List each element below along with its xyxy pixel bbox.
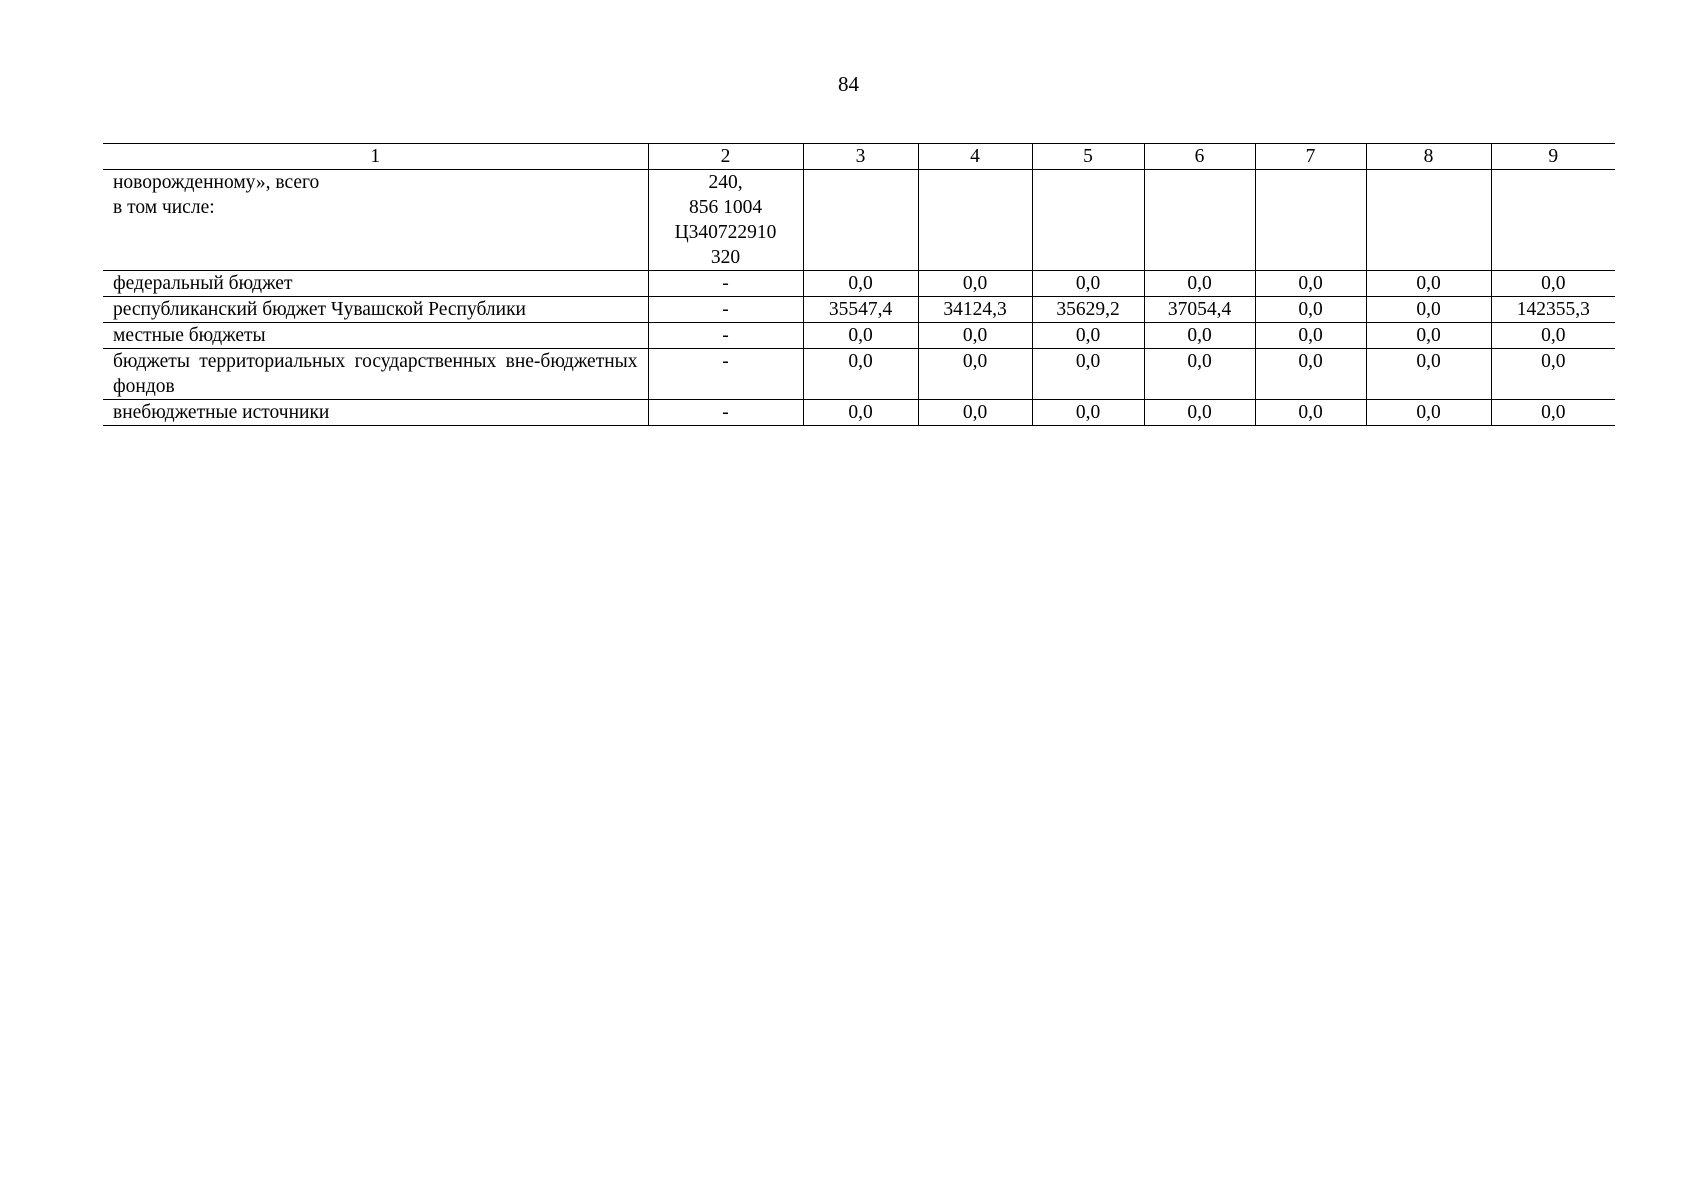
value-cell: 0,0 (918, 323, 1032, 349)
page-number: 84 (838, 72, 859, 96)
value-cell: 0,0 (1255, 400, 1366, 426)
value-cell: 0,0 (803, 349, 918, 400)
budget-code-cell: - (648, 400, 803, 426)
column-header: 8 (1366, 144, 1491, 170)
value-cell: 0,0 (1144, 271, 1255, 297)
budget-code-line: 320 (710, 247, 741, 268)
table-row (103, 297, 1615, 323)
table-row (103, 271, 1615, 297)
empty-cell (803, 170, 918, 271)
value-cell: 0,0 (918, 349, 1032, 400)
column-header: 3 (803, 144, 918, 170)
table-row (103, 323, 1615, 349)
column-header: 7 (1255, 144, 1366, 170)
value-cell: 0,0 (1366, 349, 1491, 400)
row-name-cell: бюджеты территориальных государственных вне-бюджетных фондов (103, 349, 648, 400)
empty-cell (1491, 170, 1615, 271)
value-cell: 0,0 (1366, 271, 1491, 297)
row-name-cell: республиканский бюджет Чувашской Республики (103, 297, 648, 323)
value-cell: 142355,3 (1491, 297, 1615, 323)
budget-table (103, 143, 1615, 426)
empty-cell (1032, 170, 1144, 271)
budget-code-line: Ц340722910 (674, 222, 777, 243)
value-cell: 0,0 (1491, 323, 1615, 349)
value-cell: 0,0 (1366, 297, 1491, 323)
column-header: 4 (918, 144, 1032, 170)
table-row-total (103, 170, 1615, 271)
row-name-line: новорожденному», всего (113, 172, 320, 193)
value-cell: 37054,4 (1144, 297, 1255, 323)
value-cell: 0,0 (918, 271, 1032, 297)
value-cell: 0,0 (1032, 349, 1144, 400)
column-header: 1 (103, 144, 648, 170)
budget-code-cell: - (648, 349, 803, 400)
value-cell: 0,0 (803, 400, 918, 426)
table-row (103, 400, 1615, 426)
budget-code-cell: - (648, 271, 803, 297)
value-cell: 0,0 (1255, 297, 1366, 323)
budget-code-cell (648, 170, 803, 271)
row-name-cell: внебюджетные источники (103, 400, 648, 426)
row-name-cell: федеральный бюджет (103, 271, 648, 297)
value-cell: 0,0 (1366, 400, 1491, 426)
table-row (103, 349, 1615, 400)
column-header: 5 (1032, 144, 1144, 170)
empty-cell (1255, 170, 1366, 271)
value-cell: 0,0 (1366, 323, 1491, 349)
value-cell: 0,0 (1032, 400, 1144, 426)
value-cell: 0,0 (1255, 271, 1366, 297)
value-cell: 0,0 (1255, 349, 1366, 400)
budget-code-line: 856 1004 (688, 197, 763, 218)
value-cell: 0,0 (803, 323, 918, 349)
value-cell: 0,0 (1144, 400, 1255, 426)
value-cell: 0,0 (1032, 323, 1144, 349)
empty-cell (1144, 170, 1255, 271)
empty-cell (918, 170, 1032, 271)
empty-cell (1366, 170, 1491, 271)
value-cell: 0,0 (1144, 323, 1255, 349)
column-header: 9 (1491, 144, 1615, 170)
value-cell: 0,0 (1491, 271, 1615, 297)
value-cell: 0,0 (1491, 349, 1615, 400)
header-row (103, 144, 1615, 170)
value-cell: 35547,4 (803, 297, 918, 323)
row-name-cell (103, 170, 648, 271)
column-header: 6 (1144, 144, 1255, 170)
row-name-cell: местные бюджеты (103, 323, 648, 349)
value-cell: 0,0 (918, 400, 1032, 426)
budget-code-line: 240, (708, 172, 743, 193)
budget-code-cell: - (648, 297, 803, 323)
value-cell: 35629,2 (1032, 297, 1144, 323)
value-cell: 0,0 (1032, 271, 1144, 297)
value-cell: 0,0 (803, 271, 918, 297)
value-cell: 34124,3 (918, 297, 1032, 323)
value-cell: 0,0 (1491, 400, 1615, 426)
column-header: 2 (648, 144, 803, 170)
value-cell: 0,0 (1144, 349, 1255, 400)
budget-code-cell: - (648, 323, 803, 349)
row-name-line: в том числе: (113, 197, 215, 218)
value-cell: 0,0 (1255, 323, 1366, 349)
